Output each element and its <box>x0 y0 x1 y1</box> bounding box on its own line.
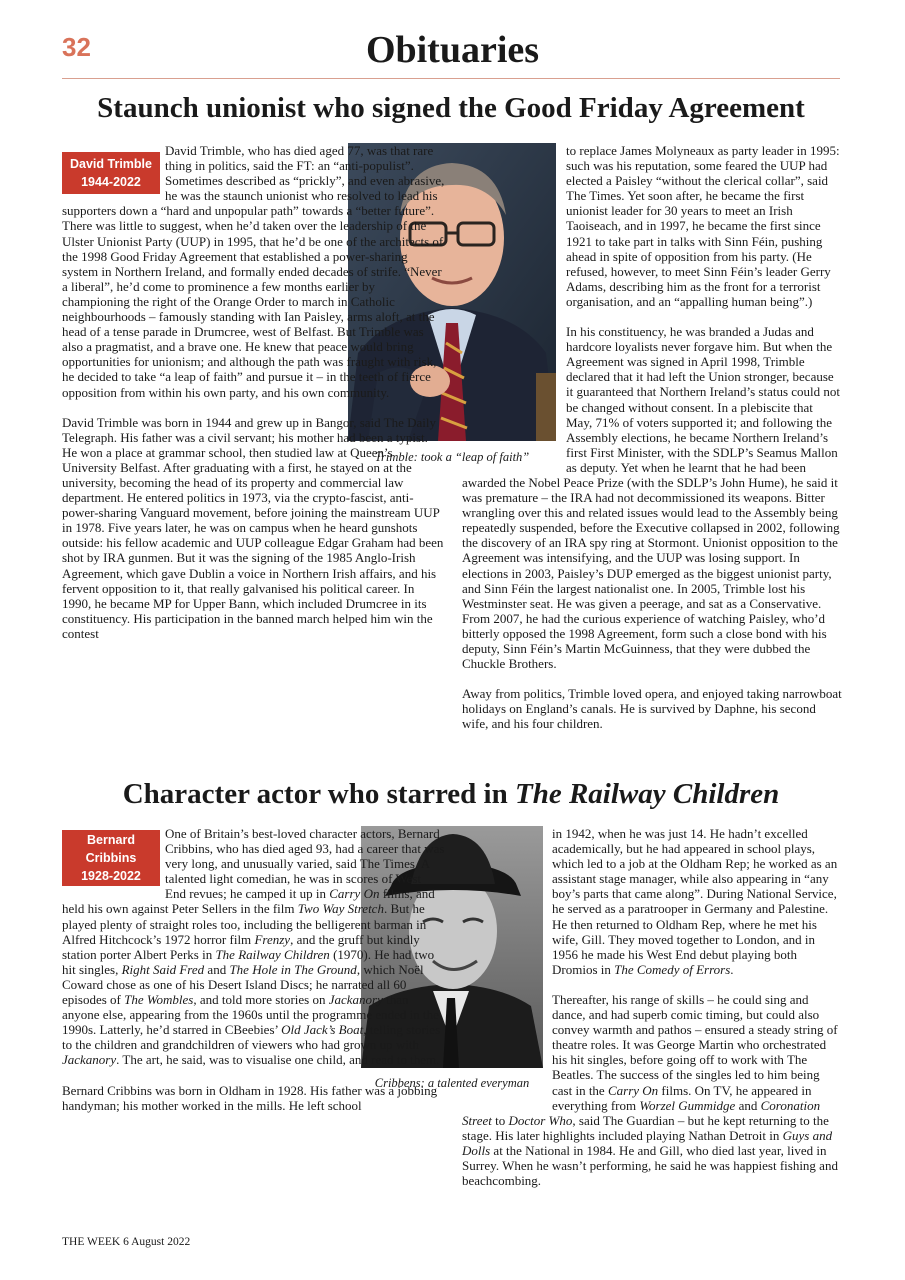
name-box-first: Bernard <box>87 833 135 847</box>
section-title: Obituaries <box>365 29 540 71</box>
article1-paragraph-1: David Trimble, who has died aged 77, was that rare thing in politics, said the FT: an “anti-populist”. Sometimes described as “prickly”, and even abrasive, he was the staunch unionist who resolved to lead his supporters down a “hard and unpopular path” towards a “better future”. There was little to suggest, when he’d taken over the leadership of the Ulster Unionist Party (UUP) in 1995, that he’d be one of the architects of the 1998 Good Friday Agreement that established a power-sharing system in Northern Ireland, and formally ended decades of strife. “Never a liberal”, he’d come to prominence a few months earlier by championing the right of the Orange Order to march in Catholic neighbourhoods – famously standing with Ian Paisley, arms aloft, at the head of a tense parade in Drumcree, west of Belfast. But Trimble was also a pragmatist, and a brave one. He knew that peace would bring opportunities for unionism; and although the path was fraught with risk, he decided to take “a leap of faith” and pursue it – in the teeth of fierce opposition from within his own party, and his own community. <box>62 143 445 400</box>
trimble-photo-caption: Trimble: took a “leap of faith” <box>374 450 530 464</box>
article1-right-column <box>462 143 842 746</box>
cribbins-photo-caption: Cribbens: a talented everyman <box>374 1076 530 1090</box>
article2-paragraph-2: Bernard Cribbins was born in Oldham in 1928. His father was a jobbing handyman; his mother worked in the mills. He left school <box>62 1082 438 1113</box>
name-box-dates: 1944-2022 <box>81 175 141 189</box>
article2-paragraph-1: One of Britain’s best-loved character actors, Bernard Cribbins, who has died aged 93, had a career that was very long, and unusually varied, said The Times. A talented light comedian, he was in scores of West End revues; he camped it up in Carry On films, and held his own against Peter Sellers in the film Two Way Stretch. But he played plenty of straight roles too, including the belligerent barman in Alfred Hitchcock’s 1972 horror film Frenzy, and the gruff but kindly station porter Albert Perks in The Railway Children (1970). He had two hit singles, Right Said Fred and The Hole in The Ground, which Noël Coward chose as one of his Desert Island Discs; he narrated all 60 episodes of The Wombles, and told more stories on Jackanory than anyone else, appearing from the 1960s until the programme ended in the 1990s. Latterly, he’d starred in CBeebies’ Old Jack’s Boat, telling stories to the children and grandchildren of viewers who had grown up with Jackanory. The art, he said, was to visualise one child, and read to them. <box>62 826 445 1068</box>
name-box-last: Cribbins <box>85 851 137 865</box>
article2-right-column <box>462 826 842 1203</box>
article1-paragraph-5: Away from politics, Trimble loved opera, and enjoyed taking narrowboat holidays on England’s canals. He is survived by Daphne, his second wife, and his four children. <box>462 686 842 732</box>
article1-paragraph-2: David Trimble was born in 1944 and grew up in Bangor, said The Daily Telegraph. His father was a civil servant; his mother had been a typist. He won a place at grammar school, then studied law at Queen’s University Belfast. After graduating with a first, he stayed on at the university, becoming the head of its property and commercial law department. He entered politics in 1973, via the crypto-fascist, anti-power-sharing Vanguard movement, before joining the mainstream UUP in 1978. Five years later, he was on campus when he heard gunshots outside: his fellow academic and UUP colleague Edgar Graham had been shot by IRA gunmen. But it was the signing of the 1985 Anglo-Irish Agreement, which gave Dublin a voice in Northern Irish affairs, and his fervent opposition to it, that really galvanised his political career. In 1990, he became MP for Upper Bann, which included Drumcree in its constituency. His participation in the banned march helped him win the contest <box>62 414 444 641</box>
article2-headline-text: Character actor who starred in <box>122 778 515 810</box>
article2-headline-title: The Railway Children <box>514 778 780 810</box>
article2-paragraph-3: in 1942, when he was just 14. He hadn’t excelled academically, but he had appeared in school plays, which led to a job at the Oldham Rep; he worked as an assistant stage manager, while also appearing in “any boy’s parts that came along”. During National Service, he served as a paratrooper in Germany and Palestine. He then returned to Oldham Rep, where he met his wife, Gill. They moved together to London, and in 1956 he made his West End debut playing both Dromios in The Comedy of Errors. <box>552 826 838 977</box>
article2-headline <box>62 778 840 811</box>
article1-paragraph-3: to replace James Molyneaux as party leader in 1995: such was his reputation, some feared the UUP had elected a Paisley “without the clerical collar”, said The Times. Yet soon after, he became the first unionist leader for 30 years to meet an Irish Taoiseach, and in 1997, he became the first since 1921 to take part in talks with Sinn Féin, pushing ahead in spite of opposition from his party. (He refused, however, to meet Sinn Féin’s leader Gerry Adams, describing him as the front for a terrorist organisation, and an “appalling human being”.) <box>566 143 840 309</box>
article2-left-column <box>62 826 445 1128</box>
article1-paragraph-4: In his constituency, he was branded a Judas and hardcore loyalists never forgave him. But when the Agreement was signed in April 1998, Trimble declared that it had left the Union stronger, because it guaranteed that Northern Ireland’s status could not be changed without consent. In a plebiscite that May, 71% of voters supported it; and following the Assembly elections, he became Northern Ireland’s first First Minister, with the SDLP’s Seamus Mallon as deputy. Yet when he learnt that he had been awarded the Nobel Peace Prize (with the SDLP’s John Hume), he said it was premature – the IRA had not decommissioned its weapons. Bitter wrangling over this and related issues would lead to the Assembly being repeatedly suspended, before the Executive collapsed in 2002, following the discovery of an IRA spy ring at Stormont. Unionist opposition to the Agreement was intensifying, and the UUP was losing support. In elections in 2003, Paisley’s DUP emerged as the biggest unionist party, and Sinn Féin the largest nationalist one. In 2005, Trimble lost his Westminster seat. He was given a peerage, and sat as a Conservative. From 2007, he had the curious experience of watching Paisley, who’d bitterly opposed the 1998 Agreement, form such a close bond with his deputy, Sinn Féin’s Martin McGuinness, that they were dubbed the Chuckle Brothers. <box>462 324 841 672</box>
article1-left-column <box>62 143 445 656</box>
page-number: 32 <box>62 32 91 62</box>
header-divider <box>62 78 840 79</box>
name-box-dates: 1928-2022 <box>81 869 141 883</box>
name-box-name: David Trimble <box>70 157 152 171</box>
footer: THE WEEK 6 August 2022 <box>62 1236 191 1248</box>
article2-paragraph-4: Thereafter, his range of skills – he could sing and dance, and had superb comic timing, but could also convey warmth and pathos – ensured a steady string of theatre roles. It was George Martin who orchestrated his hit singles, before going off to work with The Beatles. The success of the singles led to him being cast in the Carry On films. On TV, he appeared in everything from Worzel Gummidge and Coronation Street to Doctor Who, said The Guardian – but he kept returning to the stage. His later highlights included playing Nathan Detroit in Guys and Dolls at the National in 1984. He and Gill, who died last year, lived in Surrey. When he wasn’t performing, he said he was happiest fishing and beachcombing. <box>462 991 838 1189</box>
article1-headline: Staunch unionist who signed the Good Friday Agreement <box>97 92 805 124</box>
